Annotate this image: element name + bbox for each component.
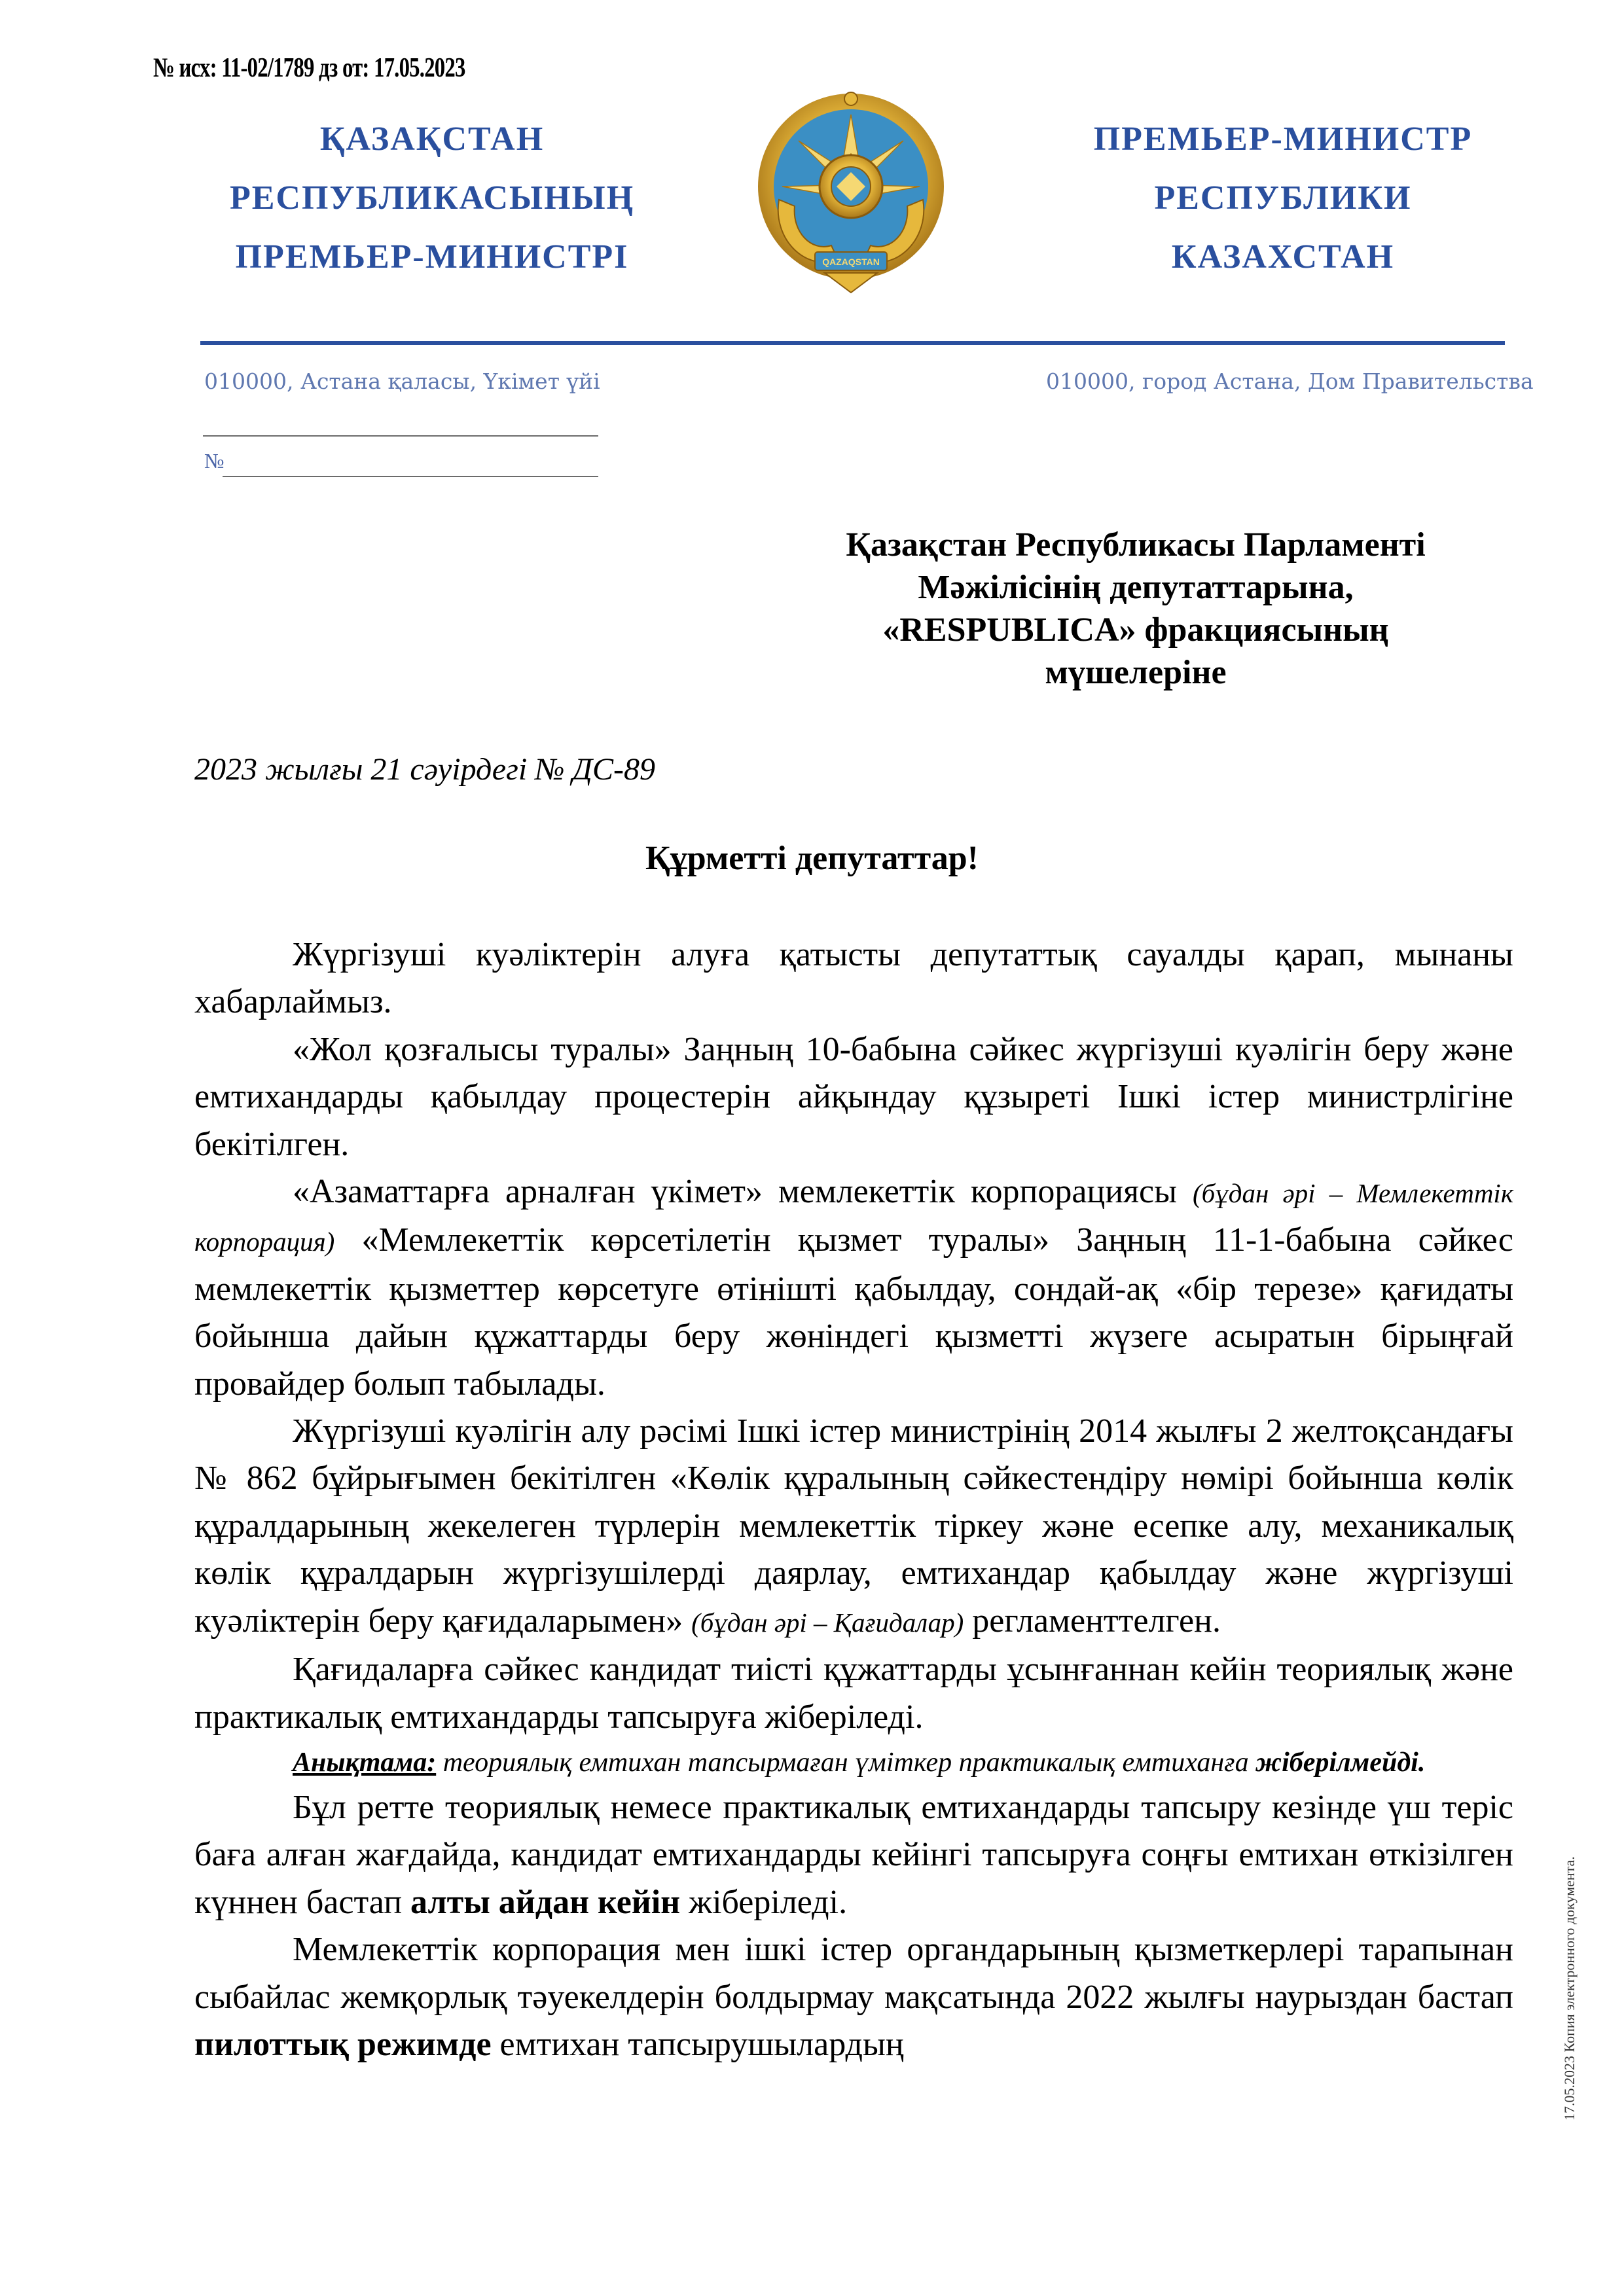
greeting: Құрметті депутаттар! bbox=[645, 840, 979, 877]
paragraph bbox=[194, 1168, 1513, 1408]
paragraph-text: емтихан тапсырушылардың bbox=[491, 2025, 904, 2063]
address-russian: 010000, город Астана, Дом Правительства bbox=[1046, 368, 1534, 394]
addressee-line-2: Мәжілісінің депутаттарына, bbox=[918, 569, 1354, 606]
paragraph: Жүргізуші куәліктерін алуға қатысты депутаттық сауалды қарап, мынаны хабарлаймыз. bbox=[194, 936, 1513, 1021]
header-left-kazakh bbox=[190, 110, 674, 287]
header-right-russian bbox=[1021, 110, 1545, 287]
paragraph: Қағидаларға сәйкес кандидат тиісті құжаттарды ұсынғаннан кейін теориялық және практикалық емтихандарды тапсыруға жіберіледі. bbox=[194, 1651, 1513, 1736]
outgoing-number-line bbox=[223, 476, 598, 477]
header-right-line-2: РЕСПУБЛИКИ bbox=[1154, 179, 1412, 217]
paragraph: «Жол қозғалысы туралы» Заңның 10-бабына сәйкес жүргізуші куәлігін беру және емтихандарды қабылдау процестерін айқындау құзыреті Ішкі істер министрлігіне бекітілген. bbox=[194, 1030, 1513, 1163]
letter-body bbox=[194, 931, 1513, 2068]
reference-line: 2023 жылғы 21 сәуірдегі № ДС-89 bbox=[194, 752, 655, 787]
paragraph-text: Жүргізуші куәлігін алу рәсімі Ішкі істер министрінің 2014 жылғы 2 желтоқсандағы № 862 бұйрығымен бекітілген «Көлік құралының сәйкестендіру нөмірі бойынша көлік құралдарының жекелеген түрлерін мемлекеттік тіркеу және есепке алу, механикалық көлік құралдарын жүргізушілерді даярлау, емтихандар қабылдау және жүргізуші куәліктерін беру қағидаларымен» bbox=[194, 1412, 1513, 1640]
paragraph-text: жіберіледі. bbox=[680, 1883, 848, 1921]
outgoing-number-line bbox=[203, 435, 598, 437]
header-right-line-3: КАЗАХСТАН bbox=[1171, 238, 1395, 276]
paragraph-text: регламенттелген. bbox=[964, 1602, 1221, 1640]
outgoing-number-sign: № bbox=[204, 449, 225, 473]
addressee-line-4: мүшелеріне bbox=[1045, 654, 1227, 691]
addressee-line-1: Қазақстан Республикасы Парламенті bbox=[846, 526, 1426, 564]
header-left-line-1: ҚАЗАҚСТАН bbox=[319, 120, 545, 158]
paragraph-text: «Азаматтарға арналған үкімет» мемлекеттік корпорациясы bbox=[293, 1173, 1193, 1211]
paragraph-text: «Мемлекеттік көрсетілетін қызмет туралы» Заңның 11-1-бабына сәйкес мемлекеттік қызметтер көрсетуге өтінішті қабылдау, сондай-ақ «бір терезе» қағидаты бойынша дайын құжаттарды беру жөніндегі қызметті жүзеге асыратын бірыңғай провайдер болып табылады. bbox=[194, 1221, 1513, 1403]
note-paragraph bbox=[194, 1741, 1513, 1784]
paragraph-italic-abbrev: (бұдан әрі – Мемлекеттік корпорация) bbox=[194, 1178, 1513, 1257]
paragraph-text: Мемлекеттік корпорация мен ішкі істер органдарының қызметкерлері тарапынан сыбайлас жемқорлық тәуекелдерін болдырмау мақсатында 2022 жылғы наурыздан бастап bbox=[194, 1931, 1513, 2016]
addressee-block bbox=[740, 524, 1532, 694]
paragraph bbox=[194, 1784, 1513, 1926]
paragraph-bold: пилоттық режимде bbox=[194, 2025, 492, 2063]
note-label: Анықтама: bbox=[293, 1747, 437, 1778]
header-left-line-3: ПРЕМЬЕР-МИНИСТРІ bbox=[235, 238, 629, 276]
addressee-line-3: «RESPUBLICA» фракциясының bbox=[882, 611, 1389, 649]
address-kazakh: 010000, Астана қаласы, Үкімет үйі bbox=[204, 368, 600, 394]
header-right-line-1: ПРЕМЬЕР-МИНИСТР bbox=[1093, 120, 1473, 158]
paragraph bbox=[194, 1408, 1513, 1646]
outgoing-registration-number: № исх: 11-02/1789 дз от: 17.05.2023 bbox=[153, 53, 465, 83]
paragraph-text: Бұл ретте теориялық немесе практикалық емтихандарды тапсыру кезінде үш теріс баға алған жағдайда, кандидат емтихандарды кейінгі тапсыруға соңғы емтихан өткізілген күннен бастап bbox=[194, 1788, 1513, 1921]
header-divider bbox=[200, 341, 1505, 345]
paragraph bbox=[194, 1926, 1513, 2068]
header-left-line-2: РЕСПУБЛИКАСЫНЫҢ bbox=[229, 179, 635, 217]
note-bold: жіберілмейді. bbox=[1255, 1747, 1426, 1778]
paragraph-bold: алты айдан кейін bbox=[410, 1883, 681, 1921]
note-text: теориялық емтихан тапсырмаған үміткер практикалық емтиханға bbox=[436, 1747, 1256, 1778]
emblem-ribbon-text: QAZAQSTAN bbox=[822, 257, 880, 267]
paragraph-italic-abbrev: (бұдан әрі – Қағидалар) bbox=[691, 1607, 964, 1638]
electronic-copy-side-note: 17.05.2023 Копия электронного документа. bbox=[1561, 1856, 1578, 2121]
state-emblem-icon bbox=[753, 88, 949, 298]
